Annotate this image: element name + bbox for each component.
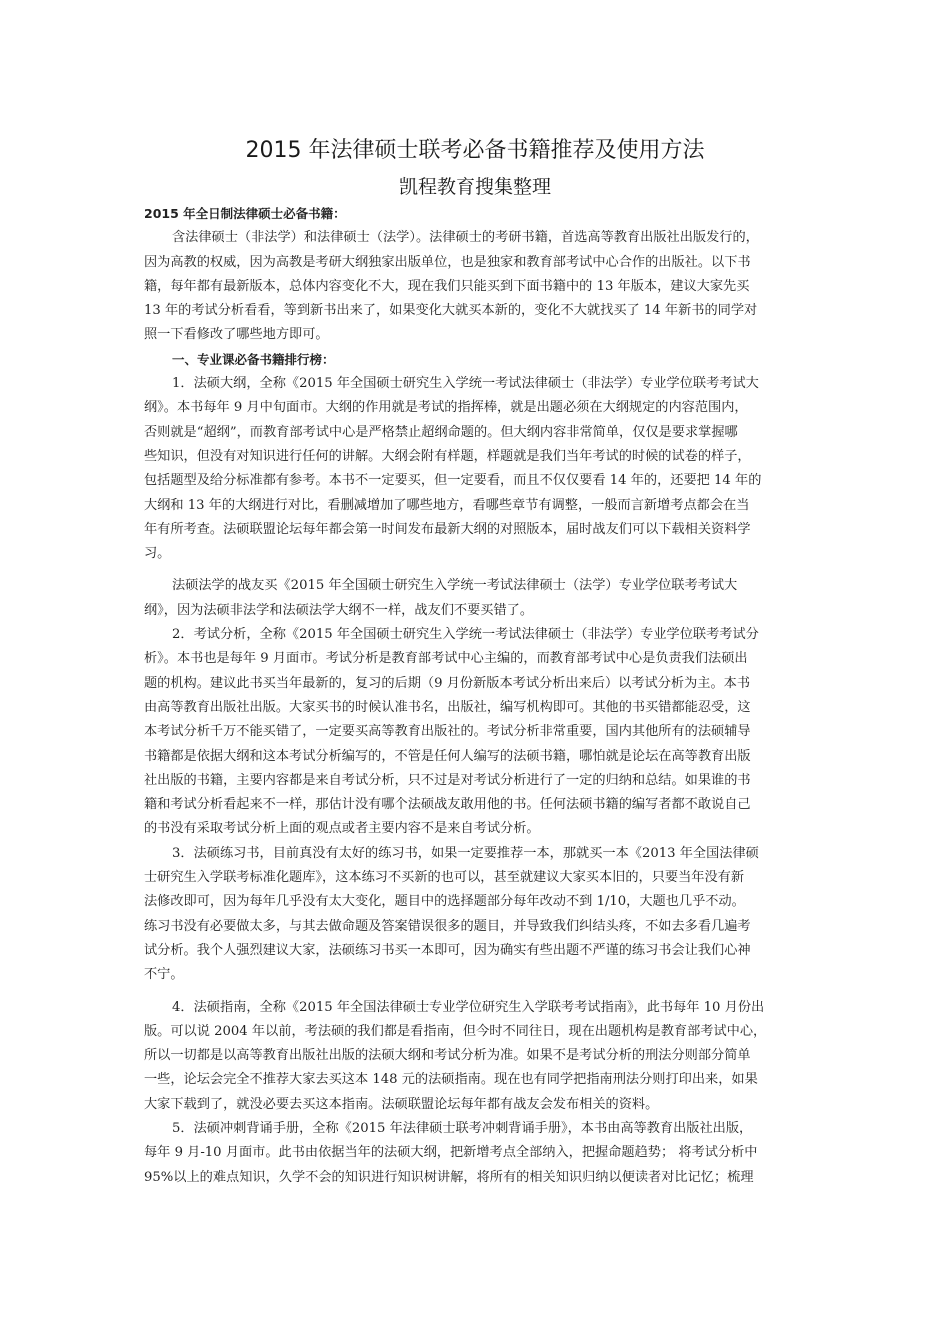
paragraph-line: 不宁。 xyxy=(144,967,184,983)
paragraph-line: 法修改即可，因为每年几乎没有太大变化，题目中的选择题部分每年改动不到 1/10，大题也几乎不动。 xyxy=(144,894,745,910)
paragraph-line: 4．法硕指南，全称《2015 年全国法律硕士专业学位研究生入学联考考试指南》，此书每年 10 月份出 xyxy=(172,999,765,1015)
paragraph-line: 本考试分析千万不能买错了，一定要买高等教育出版社的。考试分析非常重要，国内其他所有的法硕辅导 xyxy=(144,724,751,740)
paragraph-line: 每年 9 月-10 月面市。此书由依据当年的法硕大纲，把新增考点全部纳入，把握命题趋势； 将考试分析中 xyxy=(144,1145,758,1161)
section-heading: 2015 年全日制法律硕士必备书籍： xyxy=(144,206,346,221)
paragraph-line: 试分析。我个人强烈建议大家，法硕练习书买一本即可，因为确实有些出题不严谨的练习书会让我们心神 xyxy=(144,942,751,958)
paragraph-line: 士研究生入学联考标准化题库》，这本练习不买新的也可以，甚至就建议大家买本旧的，只要当年没有新 xyxy=(144,870,745,886)
paragraph-line: 95%以上的难点知识，久学不会的知识进行知识树讲解，将所有的相关知识归纳以便读者对比记忆；梳理 xyxy=(144,1169,754,1185)
paragraph-line: 析》。本书也是每年 9 月面市。考试分析是教育部考试中心主编的，而教育部考试中心是负责我们法硕出 xyxy=(144,651,748,667)
paragraph-line: 些知识，但没有对知识进行任何的讲解。大纲会附有样题，样题就是我们当年考试的时候的试卷的样子， xyxy=(144,448,751,464)
paragraph-line: 习。 xyxy=(144,546,171,562)
paragraph-line: 3．法硕练习书，目前真没有太好的练习书，如果一定要推荐一本，那就买一本《2013 年全国法律硕 xyxy=(172,845,759,861)
paragraph-line: 年有所考查。法硕联盟论坛每年都会第一时间发布最新大纲的对照版本，届时战友们可以下载相关资料学 xyxy=(144,521,751,537)
book-item-5 xyxy=(144,1117,810,1190)
paragraph-line: 纲》。本书每年 9 月中旬面市。大纲的作用就是考试的指挥棒，就是出题必须在大纲规定的内容范围内， xyxy=(144,400,748,416)
paragraph-line: 练习书没有必要做太多，与其去做命题及答案错误很多的题目，并导致我们纠结头疼，不如去多看几遍考 xyxy=(144,918,751,934)
document-title: 2015 年法律硕士联考必备书籍推荐及使用方法 xyxy=(245,138,705,163)
paragraph-line: 否则就是“超纲”，而教育部考试中心是严格禁止超纲命题的。但大纲内容非常简单，仅仅是要求掌握哪 xyxy=(144,424,738,440)
paragraph-line: 所以一切都是以高等教育出版社出版的法硕大纲和考试分析为准。如果不是考试分析的刑法分则部分简单 xyxy=(144,1048,751,1064)
paragraph-line: 纲》，因为法硕非法学和法硕法学大纲不一样，战友们不要买错了。 xyxy=(144,602,534,618)
document-subtitle: 凯程教育搜集整理 xyxy=(398,176,551,198)
book-item-4 xyxy=(144,996,810,1117)
paragraph-gap xyxy=(144,988,810,996)
paragraph-line: 法硕法学的战友买《2015 年全国硕士研究生入学统一考试法律硕士（法学）专业学位联考考试大 xyxy=(172,578,738,594)
paragraph-line: 因为高教的权威，因为高教是考研大纲独家出版单位，也是独家和教育部考试中心合作的出版社。以下书 xyxy=(144,254,751,270)
paragraph-line: 1．法硕大纲，全称《2015 年全国硕士研究生入学统一考试法律硕士（非法学）专业学位联考考试大 xyxy=(172,376,759,392)
paragraph-line: 题的机构。建议此书买当年最新的，复习的后期（9 月份新版本考试分析出来后）以考试分析为主。本书 xyxy=(144,675,751,691)
paragraph-line: 由高等教育出版社出版。大家买书的时候认准书名，出版社，编写机构即可。其他的书买错都能忍受，这 xyxy=(144,699,751,715)
paragraph-line: 的书没有采取考试分析上面的观点或者主要内容不是来自考试分析。 xyxy=(144,821,540,837)
intro-paragraph xyxy=(144,226,810,347)
paragraph-line: 籍，每年都有最新版本，总体内容变化不大，现在我们只能买到下面书籍中的 13 年版本，建议大家先买 xyxy=(144,278,750,294)
paragraph-line: 13 年的考试分析看看，等到新书出来了，如果变化大就买本新的，变化不大就找买了 14 年新书的同学对 xyxy=(144,303,758,319)
paragraph-line: 大家下载到了，就没必要去买这本指南。法硕联盟论坛每年都有战友会发布相关的资料。 xyxy=(144,1096,659,1112)
paragraph-line: 社出版的书籍，主要内容都是来自考试分析，只不过是对考试分析进行了一定的归纳和总结。如果谁的书 xyxy=(144,772,751,788)
book-item-1 xyxy=(144,372,810,566)
book-item-2 xyxy=(144,623,810,842)
paragraph-line: 5．法硕冲刺背诵手册，全称《2015 年法律硕士联考冲刺背诵手册》，本书由高等教育出版社出版， xyxy=(172,1120,753,1136)
paragraph-line: 大纲和 13 年的大纲进行对比，看删减增加了哪些地方，看哪些章节有调整，一般而言新增考点都会在当 xyxy=(144,497,750,513)
paragraph-line: 含法律硕士（非法学）和法律硕士（法学）。法律硕士的考研书籍，首选高等教育出版社出版发行的， xyxy=(172,230,759,246)
paragraph-line: 版。可以说 2004 年以前，考法硕的我们都是看指南，但今时不同往日，现在出题机构是教育部考试中心， xyxy=(144,1023,767,1039)
paragraph-line: 2．考试分析，全称《2015 年全国硕士研究生入学统一考试法律硕士（非法学）专业学位联考考试分 xyxy=(172,627,759,643)
paragraph-line: 书籍都是依据大纲和这本考试分析编写的，不管是任何人编写的法硕书籍，哪怕就是论坛在高等教育出版 xyxy=(144,748,751,764)
list-heading: 一、专业课必备书籍排行榜： xyxy=(172,351,335,367)
paragraph-line: 一些，论坛会完全不推荐大家去买这本 148 元的法硕指南。现在也有同学把指南刑法分则打印出来，如果 xyxy=(144,1072,758,1088)
paragraph-line: 籍和考试分析看起来不一样，那估计没有哪个法硕战友敢用他的书。任何法硕书籍的编写者都不敢说自己 xyxy=(144,797,751,813)
book-item-1-note xyxy=(144,574,810,623)
document-body xyxy=(144,202,810,1190)
paragraph-gap xyxy=(144,566,810,574)
book-item-3 xyxy=(144,842,810,988)
paragraph-line: 照一下看修改了哪些地方即可。 xyxy=(144,327,329,343)
paragraph-line: 包括题型及给分标准都有参考。本书不一定要买，但一定要看，而且不仅仅要看 14 年的，还要把 14 年的 xyxy=(144,473,762,489)
